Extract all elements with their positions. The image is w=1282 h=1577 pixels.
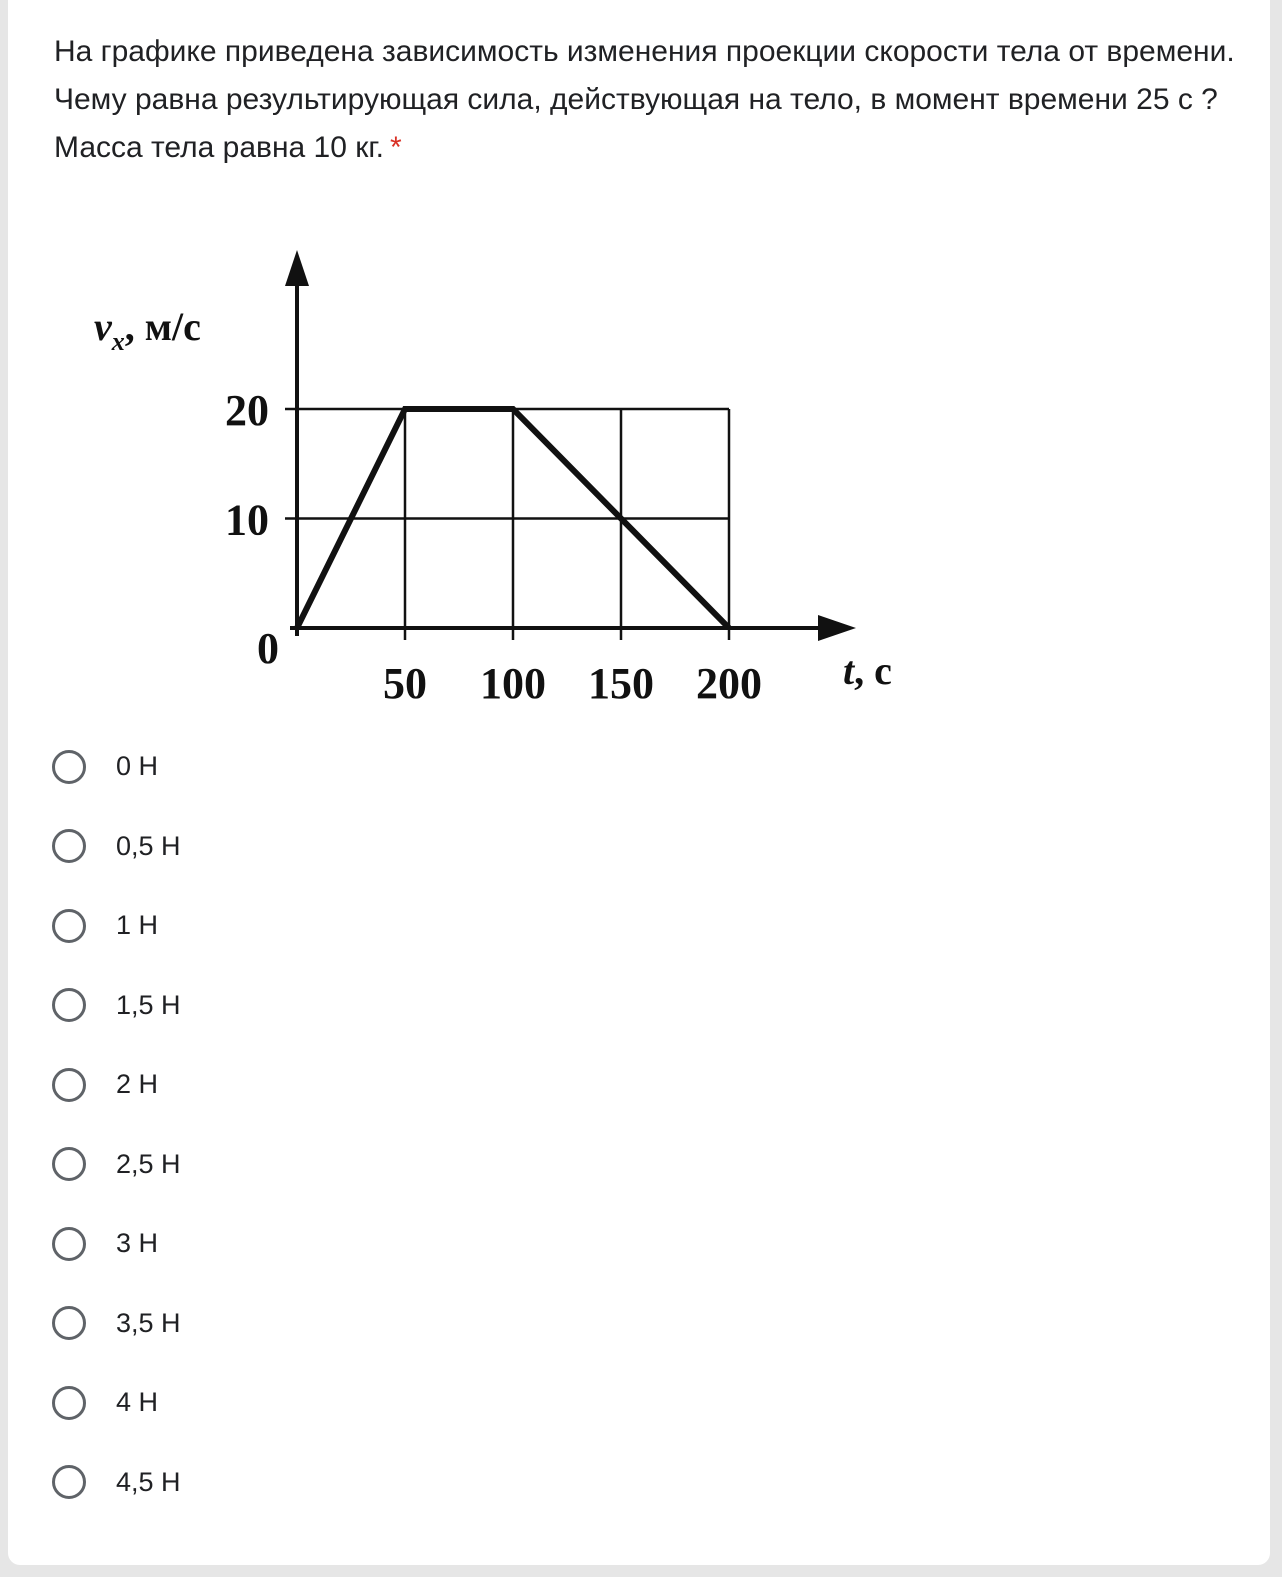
x-axis-title: [843, 648, 892, 693]
x-tick-label: 200: [696, 659, 762, 708]
y-axis-subscript: x: [111, 327, 125, 356]
x-tick-label: 150: [588, 659, 654, 708]
x-tick-label: 100: [480, 659, 546, 708]
radio-button[interactable]: [52, 1068, 86, 1102]
radio-button[interactable]: [52, 1306, 86, 1340]
answer-option[interactable]: [52, 727, 652, 807]
radio-button[interactable]: [52, 750, 86, 784]
chart-svg: [80, 238, 930, 718]
answer-option[interactable]: [52, 807, 652, 887]
answer-option[interactable]: [52, 1204, 652, 1284]
x-axis-unit: , с: [854, 648, 892, 693]
option-label: 2 Н: [116, 1069, 159, 1100]
question-text-block: [54, 28, 1244, 172]
option-label: 4,5 Н: [116, 1466, 181, 1497]
answer-options: [52, 727, 652, 1522]
option-label: 1,5 Н: [116, 989, 181, 1020]
y-axis-arrow: [285, 250, 309, 286]
velocity-time-graph: [80, 238, 930, 718]
required-asterisk: *: [390, 131, 402, 164]
answer-option[interactable]: [52, 1363, 652, 1443]
option-label: 3,5 Н: [116, 1307, 181, 1338]
answer-option[interactable]: [52, 1284, 652, 1364]
option-label: 0,5 Н: [116, 830, 181, 861]
option-label: 3 Н: [116, 1228, 159, 1259]
answer-option[interactable]: [52, 966, 652, 1046]
question-text: На графике приведена зависимость изменения проекции скорости тела от времени. Чему равна результирующая сила, действующая на тело, в момент времени 25 с ? Масса тела равна 10 кг.: [54, 35, 1235, 164]
option-label: 4 Н: [116, 1387, 159, 1418]
answer-option[interactable]: [52, 1045, 652, 1125]
option-label: 2,5 Н: [116, 1148, 181, 1179]
y-tick-label: 20: [225, 386, 269, 435]
x-axis-symbol: t: [843, 648, 855, 693]
origin-label: 0: [257, 624, 279, 673]
y-axis-unit: , м/с: [124, 304, 201, 349]
y-axis-symbol: v: [94, 304, 112, 349]
x-tick-label: 50: [383, 659, 427, 708]
option-label: 0 Н: [116, 751, 159, 782]
radio-button[interactable]: [52, 1386, 86, 1420]
answer-option[interactable]: [52, 886, 652, 966]
radio-button[interactable]: [52, 1465, 86, 1499]
option-label: 1 Н: [116, 910, 159, 941]
question-card: [8, 0, 1270, 1565]
radio-button[interactable]: [52, 829, 86, 863]
radio-button[interactable]: [52, 909, 86, 943]
x-axis-arrow: [818, 615, 856, 641]
radio-button[interactable]: [52, 1227, 86, 1261]
answer-option[interactable]: [52, 1443, 652, 1523]
answer-option[interactable]: [52, 1125, 652, 1205]
y-axis-title: [94, 304, 201, 356]
radio-button[interactable]: [52, 1147, 86, 1181]
y-tick-label: 10: [225, 495, 269, 545]
radio-button[interactable]: [52, 988, 86, 1022]
